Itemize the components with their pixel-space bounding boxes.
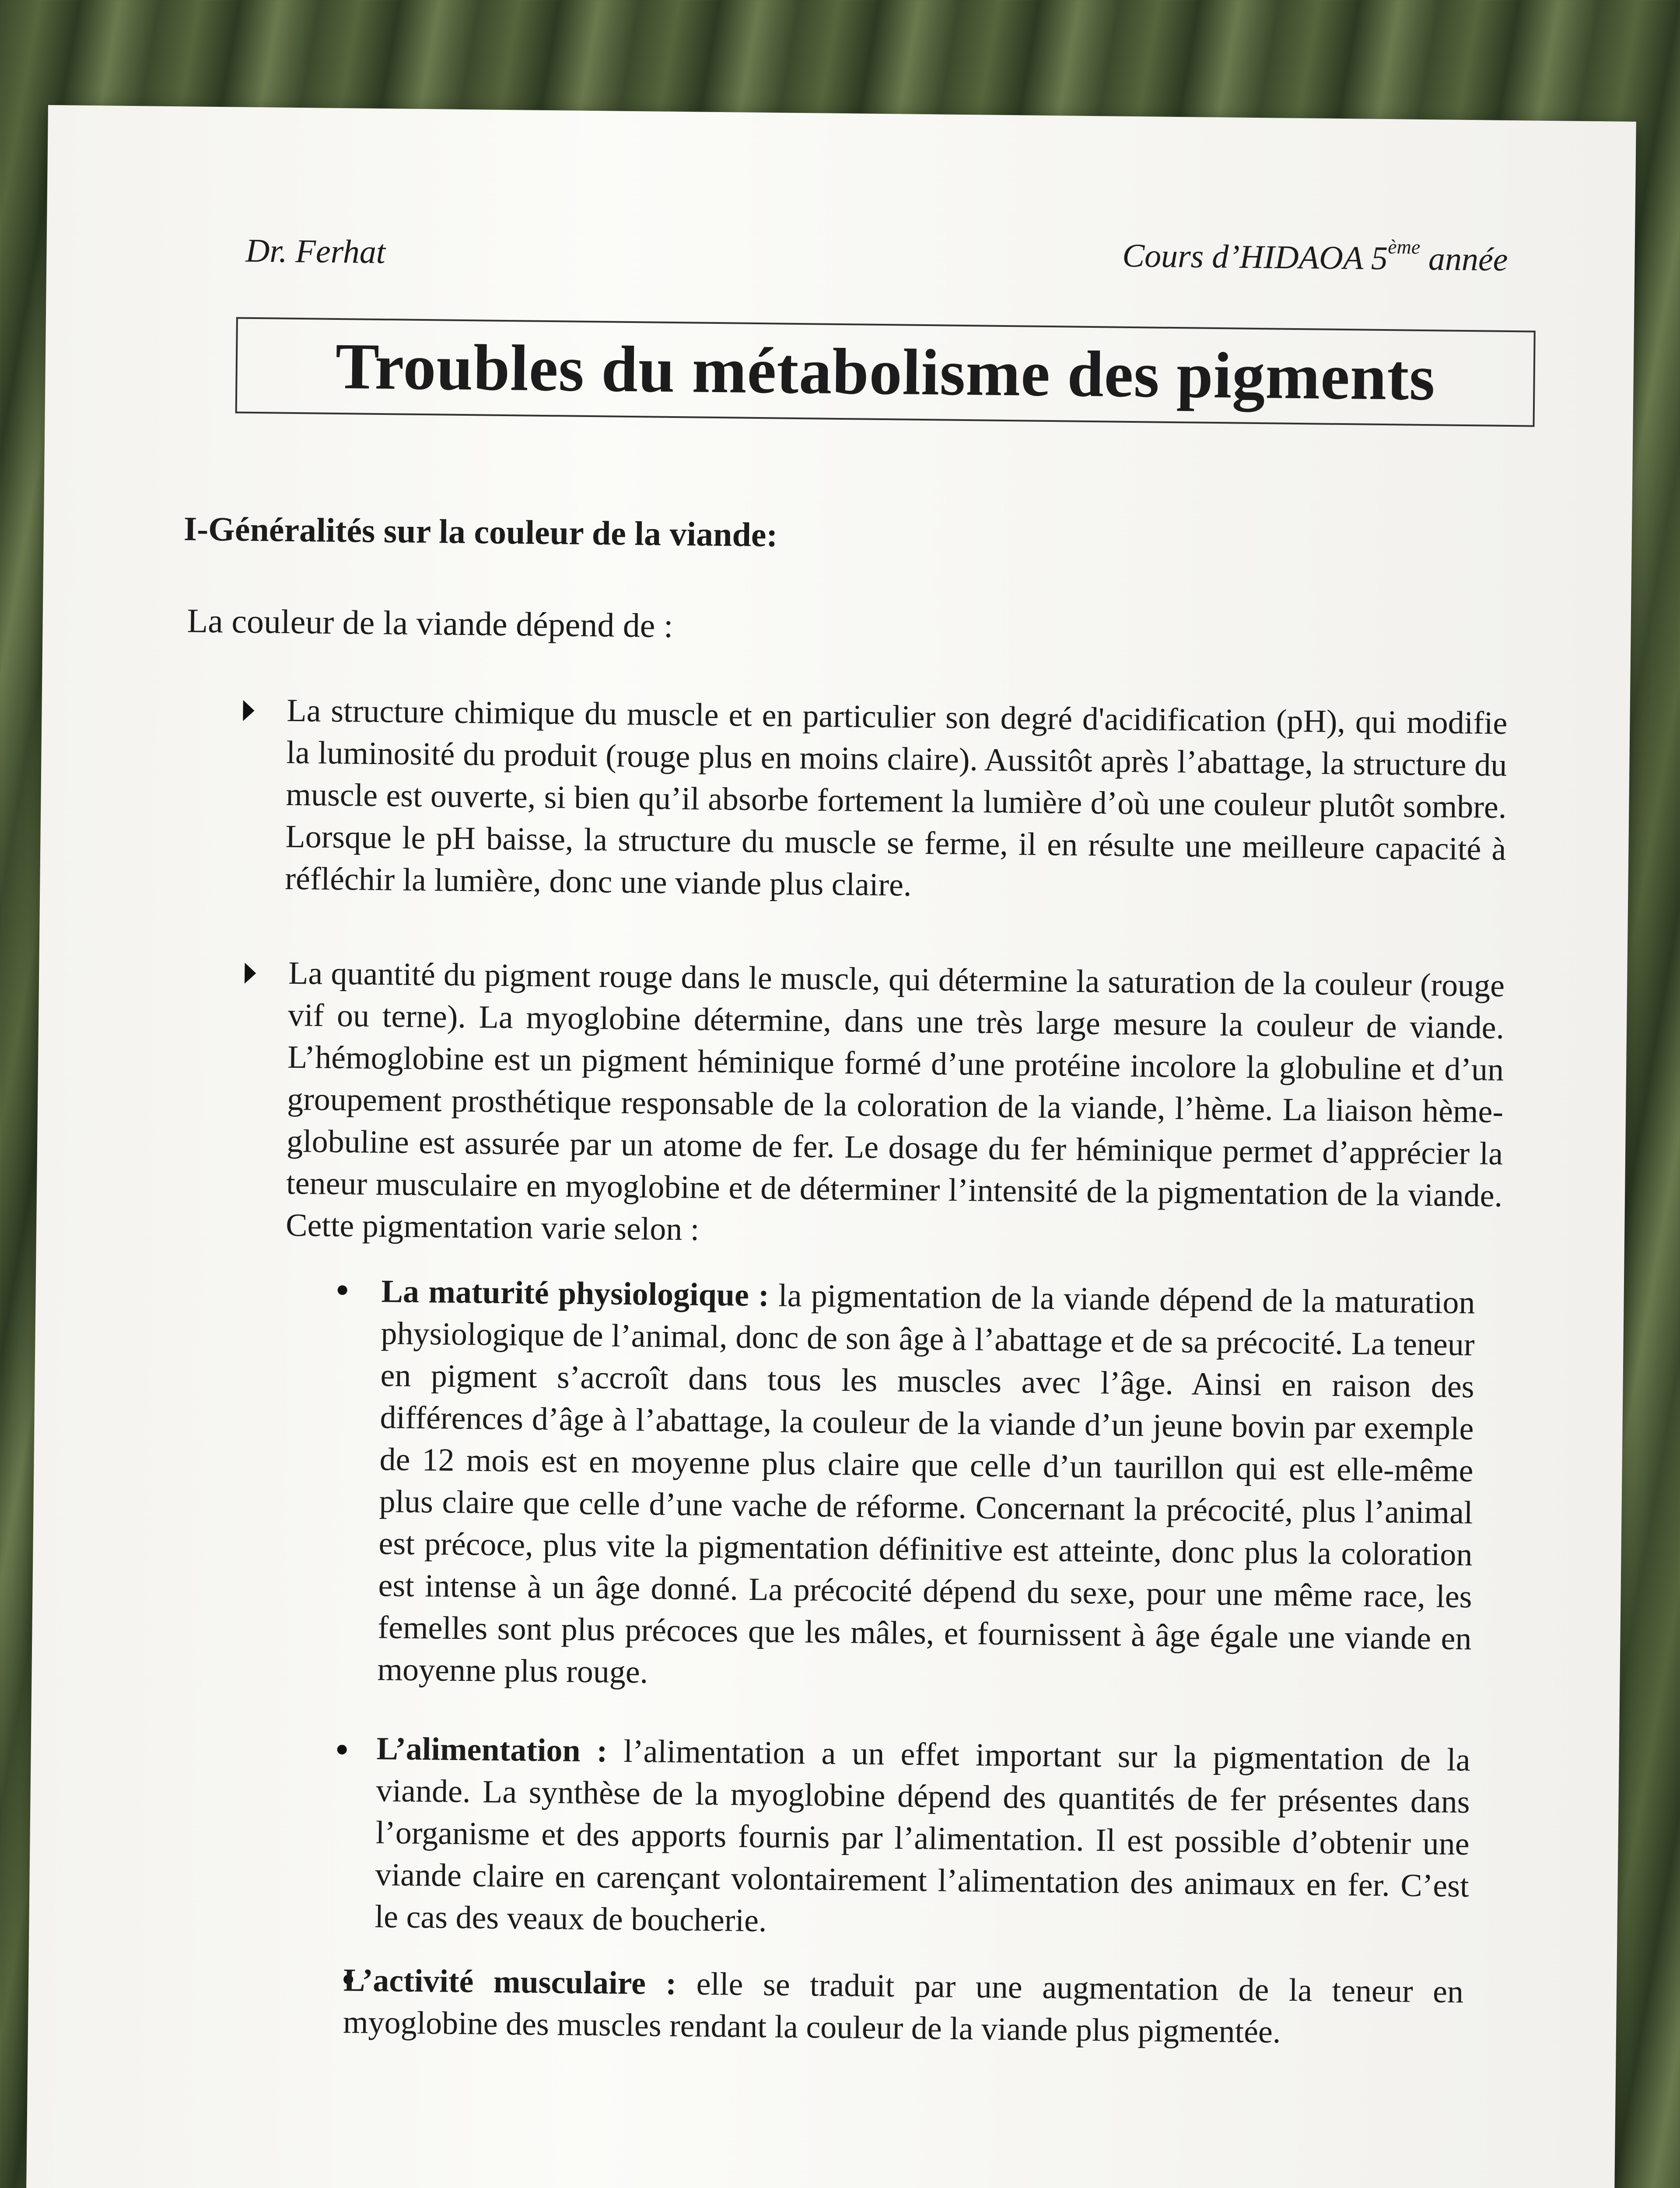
bullet-text: elle se traduit par une augmentation de la teneur en myoglobine des muscles rendant la couleur de la viande plus pigmentée.	[343, 1966, 1464, 2050]
paragraph-pigment: La quantité du pigment rouge dans le muscle, qui détermine la saturation de la couleur (rouge vif ou terne). La myoglobine détermine, dans une très large mesure la couleur de viande. L’hémoglobine est un pigment héminique formé d’une protéine incolore la globuline et d’un groupement prosthétique responsable de la coloration de la viande, l’hème. La liaison hème-globuline est assurée par un atome de fer. Le dosage du fer héminique permet d’apprécier la teneur musculaire en myoglobine et de déterminer l’intensité de la pigmentation de la viande. Cette pigmentation varie selon :	[285, 955, 1505, 1248]
bullet-dot-icon	[337, 1745, 347, 1754]
arrow-bullet-icon	[243, 700, 255, 721]
bullet-text: la pigmentation de la viande dépend de la maturation physiologique de l’animal, donc de son âge à l’abattage et de sa précocité. La teneur en pigment s’accroît dans tous les muscles avec l’âge. Ainsi en raison des différences d’âge à l’abattage, la couleur de la viande d’un jeune bovin par exemple de 12 mois est en moyenne plus claire que celle d’un taurillon qui est elle-même plus claire que celle d’une vache de réforme. Concernant la précocité, plus l’animal est précoce, plus vite la pigmentation définitive est atteinte, donc plus la coloration est intense à un âge donné. La précocité dépend du sexe, pour une même race, les femelles sont plus précoces que les mâles, et fournissent à âge égale une viande en moyenne plus rouge.	[377, 1277, 1475, 1690]
bullet-dot-icon	[338, 1285, 347, 1295]
bullet-lead: La maturité physiologique :	[381, 1273, 770, 1314]
bullet-lead: L’activité musculaire :	[343, 1962, 677, 2002]
section-heading: I-Généralités sur la couleur de la viande:	[183, 509, 778, 554]
course-prefix: Cours d’HIDAOA 5	[1122, 237, 1388, 277]
bullet-text: l’alimentation a un effet important sur la pigmentation de la viande. La synthèse de la myoglobine dépend des quantités de fer présentes dans l’organisme et des apports fournis par l’alimentation. Il est possible d’obtenir une viande claire en carençant volontairement l’alimentation des animaux en fer. C’est le cas des veaux de boucherie.	[374, 1733, 1470, 1939]
paragraph-structure: La structure chimique du muscle et en particulier son degré d'acidification (pH), qui modifie la luminosité du produit (rouge plus en moins claire). Aussitôt après l’abattage, la structure du muscle est ouverte, si bien qu’il absorbe fortement la lumière d’où une couleur plutôt sombre. Lorsque le pH baisse, la structure du muscle se ferme, il en résulte une meilleure capacité à réfléchir la lumière, donc une viande plus claire.	[285, 692, 1508, 903]
title-box	[235, 317, 1536, 427]
course-superscript: ème	[1387, 235, 1421, 258]
bullet-maturite	[377, 1270, 1475, 1702]
bullet-activite	[343, 1959, 1464, 2055]
document-page	[25, 105, 1636, 2188]
bullet-alimentation	[374, 1728, 1470, 1949]
header-course	[1122, 237, 1508, 279]
page-title: Troubles du métabolisme des pigments	[335, 330, 1436, 414]
intro-text: La couleur de la viande dépend de :	[187, 601, 674, 645]
course-suffix: année	[1420, 240, 1508, 278]
bullet-lead: L’alimentation :	[376, 1731, 608, 1769]
arrow-bullet-icon	[245, 963, 256, 984]
header-author: Dr. Ferhat	[245, 232, 386, 271]
